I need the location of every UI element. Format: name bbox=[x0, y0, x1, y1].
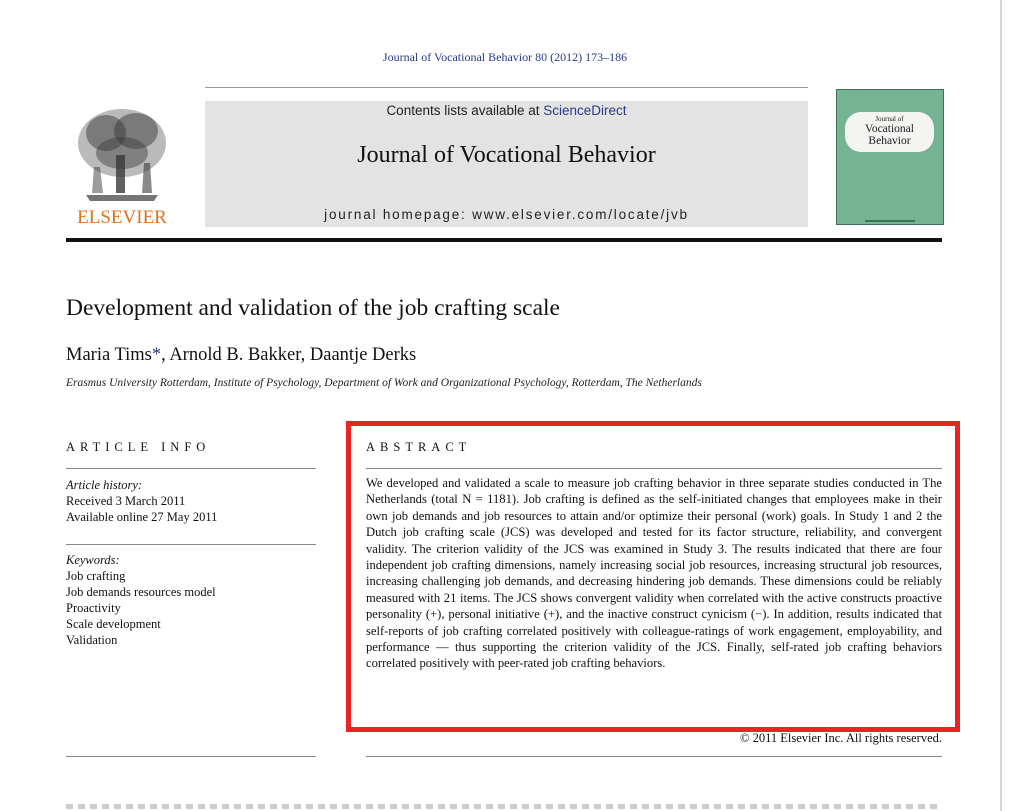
received-date: Received 3 March 2011 bbox=[66, 494, 186, 508]
cover-stripe bbox=[865, 220, 915, 222]
cutoff-text-line bbox=[66, 804, 942, 809]
journal-title: Journal of Vocational Behavior bbox=[357, 142, 656, 168]
keyword-item: Proactivity bbox=[66, 601, 121, 615]
article-info-heading: ARTICLE INFO bbox=[66, 440, 211, 454]
journal-banner bbox=[205, 101, 808, 227]
page-edge bbox=[1000, 0, 1002, 811]
copyright: © 2011 Elsevier Inc. All rights reserved. bbox=[739, 731, 942, 745]
citation-line: Journal of Vocational Behavior 80 (2012) 173–186 bbox=[382, 50, 628, 64]
authors-rest: , Arnold B. Bakker, Daantje Derks bbox=[161, 345, 417, 365]
cover-line2: Vocational bbox=[865, 123, 914, 135]
abstract-bottom-rule bbox=[366, 756, 942, 757]
article-title: Development and validation of the job crafting scale bbox=[66, 295, 560, 321]
keywords-block bbox=[66, 552, 216, 648]
cover-line3: Behavior bbox=[868, 135, 911, 147]
contents-line bbox=[205, 103, 808, 118]
journal-cover-thumbnail bbox=[836, 89, 944, 225]
history-rule bbox=[66, 544, 316, 545]
keywords-label: Keywords: bbox=[66, 553, 120, 567]
author-list bbox=[66, 345, 416, 366]
abstract-text: We developed and validated a scale to measure job crafting behavior in three separate studies conducted in The Netherlands (total N = 1181). Job crafting is defined as the self-initiated changes that employees make in their own job demands and job resources to attain and/or optimize their personal (work) goals. In Study 1 and 2 the Dutch job crafting scale (JCS) was developed and tested for its factor structure, reliability, and convergent validity. The criterion validity of the JCS was examined in Study 3. The results indicated that there are four independent job crafting dimensions, namely increasing social job resources, increasing structural job resources, increasing challenging job demands, and decreasing hindering job demands. These dimensions could be reliably measured with 21 items. The JCS shows convergent validity when correlated with the active constructs proactive personality (+), personal initiative (+), and the inactive construct cynicism (−). In addition, results indicated that self-reports of job crafting correlated positively with colleague-ratings of work engagement, employability, and performance — thus supporting the criterion validity of the JCS. Finally, self-rated job crafting behaviors correlated positively with peer-rated job crafting behaviors. bbox=[366, 476, 942, 671]
header-thick-rule bbox=[66, 238, 942, 242]
abstract-heading: ABSTRACT bbox=[366, 440, 472, 454]
contents-prefix: Contents lists available at bbox=[386, 103, 544, 118]
keyword-item: Scale development bbox=[66, 617, 161, 631]
abstract-highlight-box bbox=[346, 421, 960, 732]
info-bottom-rule bbox=[66, 756, 316, 757]
article-info-rule bbox=[66, 468, 316, 469]
author-1[interactable]: Maria Tims bbox=[66, 345, 152, 365]
keyword-item: Validation bbox=[66, 633, 118, 647]
cover-line1: Journal of bbox=[875, 115, 904, 123]
cover-title-badge bbox=[845, 112, 934, 152]
header-rule bbox=[205, 87, 808, 88]
keyword-item: Job demands resources model bbox=[66, 585, 216, 599]
journal-homepage[interactable]: journal homepage: www.elsevier.com/locate/jvb bbox=[324, 207, 689, 222]
elsevier-logo-text: ELSEVIER bbox=[77, 207, 167, 228]
affiliation: Erasmus University Rotterdam, Institute of Psychology, Department of Work and Organizational Psychology, Rotterdam, The Netherlands bbox=[66, 377, 702, 389]
history-label: Article history: bbox=[66, 478, 143, 492]
sciencedirect-link[interactable]: ScienceDirect bbox=[543, 103, 627, 118]
keyword-item: Job crafting bbox=[66, 569, 126, 583]
available-date: Available online 27 May 2011 bbox=[66, 510, 218, 524]
article-history bbox=[66, 477, 217, 525]
elsevier-logo bbox=[66, 103, 178, 228]
corresponding-author-mark[interactable]: * bbox=[151, 345, 162, 365]
